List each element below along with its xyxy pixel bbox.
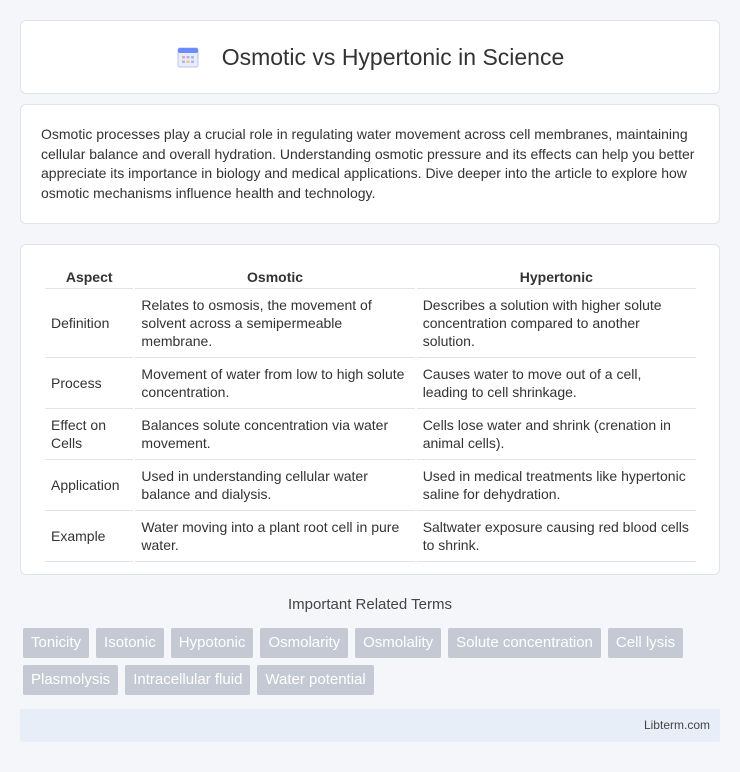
cell-osmotic: Water moving into a plant root cell in pure water. xyxy=(135,511,414,562)
cell-hypertonic: Saltwater exposure causing red blood cells to shrink. xyxy=(417,511,696,562)
header-aspect: Aspect xyxy=(45,265,133,289)
related-terms-title: Important Related Terms xyxy=(288,596,452,613)
header-hypertonic: Hypertonic xyxy=(417,265,696,289)
header xyxy=(176,44,565,71)
tag-solute-concentration[interactable]: Solute concentration xyxy=(448,628,601,658)
calendar-icon xyxy=(176,45,200,69)
footer-site-link[interactable]: Libterm.com xyxy=(643,718,710,732)
table-header-row xyxy=(45,265,696,289)
tag-tonicity[interactable]: Tonicity xyxy=(23,628,89,658)
comparison-table xyxy=(43,265,698,562)
cell-aspect: Definition xyxy=(45,289,133,358)
tag-water-potential[interactable]: Water potential xyxy=(257,665,373,695)
cell-osmotic: Movement of water from low to high solute concentration. xyxy=(135,358,414,409)
cell-aspect: Effect on Cells xyxy=(45,409,133,460)
comparison-card xyxy=(20,244,720,575)
related-terms-list xyxy=(23,628,723,695)
cell-hypertonic: Describes a solution with higher solute concentration compared to another solution. xyxy=(417,289,696,358)
cell-hypertonic: Cells lose water and shrink (crenation in animal cells). xyxy=(417,409,696,460)
header-osmotic: Osmotic xyxy=(135,265,414,289)
intro-card xyxy=(20,104,720,224)
tag-cell-lysis[interactable]: Cell lysis xyxy=(608,628,683,658)
cell-osmotic: Relates to osmosis, the movement of solvent across a semipermeable membrane. xyxy=(135,289,414,358)
cell-hypertonic: Causes water to move out of a cell, leading to cell shrinkage. xyxy=(417,358,696,409)
cell-osmotic: Balances solute concentration via water movement. xyxy=(135,409,414,460)
table-row xyxy=(45,358,696,409)
footer xyxy=(20,709,720,742)
cell-aspect: Example xyxy=(45,511,133,562)
cell-hypertonic: Used in medical treatments like hypertonic saline for dehydration. xyxy=(417,460,696,511)
cell-aspect: Application xyxy=(45,460,133,511)
tag-osmolality[interactable]: Osmolality xyxy=(355,628,441,658)
tag-plasmolysis[interactable]: Plasmolysis xyxy=(23,665,118,695)
intro-text: Osmotic processes play a crucial role in regulating water movement across cell membranes, maintaining cellular balance and overall hydration. Understanding osmotic pressure and its effects can help you better appreciate its importance in biology and medical applications. Dive deeper into the article to explore how osmotic mechanisms influence health and technology. xyxy=(41,126,695,201)
table-row xyxy=(45,289,696,358)
tag-osmolarity[interactable]: Osmolarity xyxy=(260,628,348,658)
table-row xyxy=(45,409,696,460)
tag-intracellular-fluid[interactable]: Intracellular fluid xyxy=(125,665,250,695)
cell-aspect: Process xyxy=(45,358,133,409)
table-row xyxy=(45,511,696,562)
header-card xyxy=(20,20,720,94)
tag-isotonic[interactable]: Isotonic xyxy=(96,628,164,658)
page-title: Osmotic vs Hypertonic in Science xyxy=(221,43,565,70)
tag-hypotonic[interactable]: Hypotonic xyxy=(171,628,254,658)
cell-osmotic: Used in understanding cellular water balance and dialysis. xyxy=(135,460,414,511)
table-row xyxy=(45,460,696,511)
